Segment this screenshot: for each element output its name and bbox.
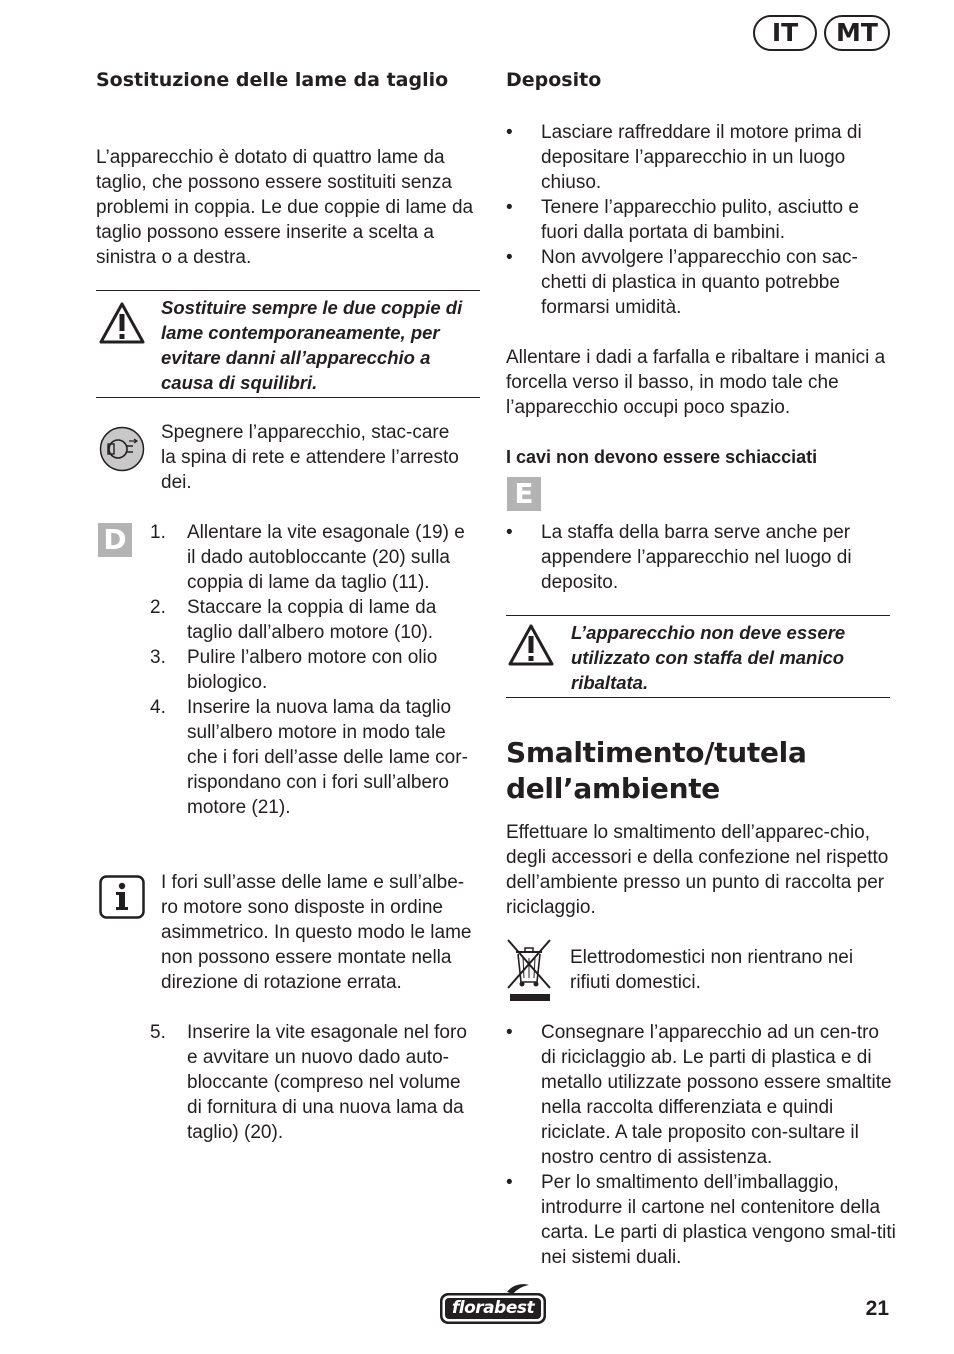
weee-note: Elettrodomestici non rientrano nei rifiuti domestici. [570, 947, 854, 993]
step-number: 2. [150, 597, 166, 618]
replacement-step-5 [150, 1020, 477, 1145]
unplug-icon [99, 426, 145, 472]
list-item [150, 695, 477, 820]
list-item [150, 645, 477, 695]
cables-note: I cavi non devono essere schiacciati [506, 447, 818, 467]
bullet: • [506, 522, 513, 543]
bullet-text: Consegnare l’apparecchio ad un cen-tro di riciclaggio ab. Le parti di plastica e di metallo utilizzate possono essere smaltite nella raccolta differenziata e quindi riciclate. A tale proposito con-sultare il nostro centro di assistenza. [541, 1022, 892, 1168]
step-text: Staccare la coppia di lame da taglio dall’albero motore (10). [187, 597, 437, 643]
list-item [506, 245, 891, 320]
list-item [506, 1020, 896, 1170]
bullet-text: Per lo smaltimento dell’imballaggio, introdurre il cartone nel contenitore della carta. Le parti di plastica vengono smal-titi nei sistemi duali. [541, 1172, 896, 1268]
list-item [506, 1170, 896, 1270]
bullet-text: Non avvolgere l’apparecchio con sac-chetti di plastica in quanto potrebbe formarsi umidità. [541, 247, 858, 318]
bullet: • [506, 247, 513, 268]
step-number: 5. [150, 1022, 166, 1043]
bullet-text: Tenere l’apparecchio pulito, asciutto e fuori dalla portata di bambini. [541, 197, 859, 243]
list-item [150, 595, 477, 645]
bracket-bullets [506, 520, 886, 595]
step-number: 4. [150, 697, 166, 718]
info-icon [99, 875, 145, 919]
intro-paragraph: L’apparecchio è dotato di quattro lame da taglio, che possono essere sostituiti senza problemi in coppia. Le due coppie di lame da taglio possono essere inserite a scelta a sinistra o a destra. [96, 147, 474, 268]
brand-name: florabest [451, 1298, 535, 1318]
bullet: • [506, 1022, 513, 1043]
bullet: • [506, 1172, 513, 1193]
warning2-top-rule [506, 615, 890, 616]
section-title-disposal: Smaltimento/tutela dell’ambiente [506, 736, 807, 805]
step-text: Inserire la nuova lama da taglio sull’albero motore in modo tale che i fori dell’asse delle lame cor-rispondano con i fori sull’albero motore (21). [187, 697, 468, 818]
unplug-note: Spegnere l’apparecchio, stac-care la spina di rete e attendere l’arresto dei. [161, 422, 459, 493]
step-number: 1. [150, 522, 166, 543]
replacement-steps-list [150, 520, 477, 820]
step-text: Inserire la vite esagonale nel foro e avvitare un nuovo dado auto-bloccante (compreso nel volume di fornitura di una nuova lama da taglio) (20). [187, 1022, 467, 1143]
warning-top-rule [96, 290, 480, 291]
section-title-blade-replacement: Sostituzione delle lame da taglio [96, 69, 449, 91]
info-note: I fori sull’asse delle lame e sull’albe-ro motore sono disposte in ordine asimmetrico. In questo modo le lame non possono essere montate nella direzione di rotazione errata. [161, 872, 472, 993]
lang-badge-it: IT [753, 15, 817, 51]
list-item [506, 195, 891, 245]
list-item [150, 1020, 477, 1145]
warning2-bottom-rule [506, 697, 890, 698]
bullet-text: La staffa della barra serve anche per appendere l’apparecchio nel luogo di deposito. [541, 522, 852, 593]
warning-triangle-icon [507, 622, 555, 668]
figure-letter-e: E [507, 477, 541, 511]
brand-logo [437, 1282, 549, 1328]
list-item [506, 120, 891, 195]
bullet: • [506, 197, 513, 218]
step-text: Allentare la vite esagonale (19) e il dado autobloccante (20) sulla coppia di lame da taglio (11). [187, 522, 465, 593]
step-text: Pulire l’albero motore con olio biologico. [187, 647, 438, 693]
lang-badge-mt: MT [824, 15, 890, 51]
fold-paragraph: Allentare i dadi a farfalla e ribaltare i manici a forcella verso il basso, in modo tale che l’apparecchio occupi poco spazio. [506, 347, 886, 418]
storage-bullets [506, 120, 891, 320]
list-item [150, 520, 477, 595]
list-item [506, 520, 886, 595]
bullet: • [506, 122, 513, 143]
disposal-bullets [506, 1020, 896, 1270]
page-number: 21 [865, 1297, 889, 1320]
warning-text-bracket: L’apparecchio non deve essere utilizzato con staffa del manico ribaltata. [571, 622, 846, 693]
warning-bottom-rule [96, 397, 480, 398]
warning-text-blades: Sostituire sempre le due coppie di lame contemporaneamente, per evitare danni all’apparecchio a causa di squilibri. [161, 297, 463, 393]
section-title-storage: Deposito [506, 69, 602, 91]
step-number: 3. [150, 647, 166, 668]
disposal-intro: Effettuare lo smaltimento dell’apparec-chio, degli accessori e della confezione nel rispetto dell’ambiente presso un punto di raccolta per riciclaggio. [506, 822, 889, 918]
warning-triangle-icon [98, 300, 146, 346]
bullet-text: Lasciare raffreddare il motore prima di depositare l’apparecchio in un luogo chiuso. [541, 122, 862, 193]
figure-letter-d: D [98, 523, 132, 557]
crossed-bin-icon [506, 938, 552, 1004]
